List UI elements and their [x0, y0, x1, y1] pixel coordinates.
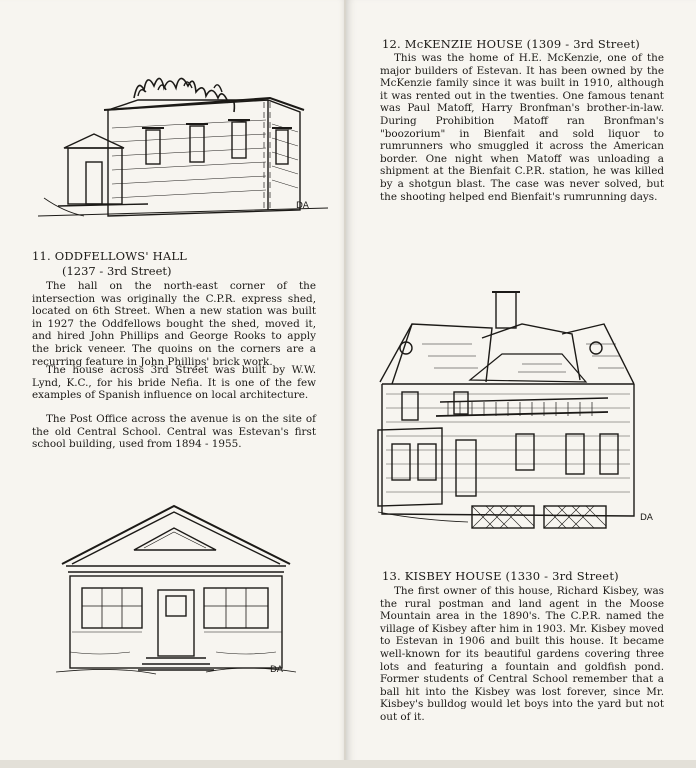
sketch-signature: DA: [640, 513, 653, 523]
mckenzie-house-sketch: [372, 284, 670, 540]
section-11-paragraph-2: The house across 3rd Street was built by W.W. Lynd, K.C., for his bride Nefia. It is one of the few examples of Spanish influence on local architecture.: [32, 364, 316, 402]
sketch-signature: DA: [296, 201, 309, 211]
page-bottom-edge: [0, 760, 696, 768]
section-13-paragraph-1: The first owner of this house, Richard Kisbey, was the rural postman and land agent in the Moose Mountain area in the 1890's. The C.P.R. named the village of Kisbey after him in 1903. Mr. Kisbey moved to Estevan in 1906 and built this house. It became well-known for its beautiful gardens covering three lots and featuring a fountain and goldfish pond. Former students of Central School remember that a ball hit into the Kisbey was lost forever, since Mr. Kisbey's bulldog would let boys into the yard but not out of it.: [380, 585, 664, 723]
section-13-heading: 13. KISBEY HOUSE (1330 - 3rd Street): [382, 569, 619, 583]
section-11-heading: 11. ODDFELLOWS' HALL: [32, 249, 188, 263]
section-11-address: (1237 - 3rd Street): [62, 264, 172, 278]
oddfellows-hall-sketch: [38, 38, 330, 220]
section-11-paragraph-3: The Post Office across the avenue is on the site of the old Central School. Central was Estevan's first school building, used from 1894 - 1955.: [32, 413, 316, 451]
section-11-paragraph-1: The hall on the north-east corner of the intersection was originally the C.P.R. express shed, located on 6th Street. When a new station was built in 1927 the Oddfellows bought the shed, moved it, and hired John Phillips and George Rooks to apply the brick veneer. The quoins on the corners are a recurring feature in John Phillips' brick work.: [32, 280, 316, 368]
section-12-paragraph-1: This was the home of H.E. McKenzie, one of the major builders of Estevan. It has been owned by the McKenzie family since it was built in 1910, although it was rented out in the twenties. One famous tenant was Paul Matoff, Harry Bronfman's brother-in-law. During Prohibition Matoff ran Bronfman's "boozorium" in Bienfait and sold liquor to rumrunners who smuggled it across the American border. One night when Matoff was unloading a shipment at the Bienfait C.P.R. station, he was killed by a shotgun blast. The case was never solved, but the shooting helped end Bienfait's rumrunning days.: [380, 52, 664, 203]
right-page: [346, 0, 696, 768]
section-12-heading: 12. McKENZIE HOUSE (1309 - 3rd Street): [382, 37, 640, 51]
bungalow-sketch: [56, 502, 296, 688]
sketch-signature: DA: [270, 665, 283, 675]
left-page: [0, 0, 346, 768]
